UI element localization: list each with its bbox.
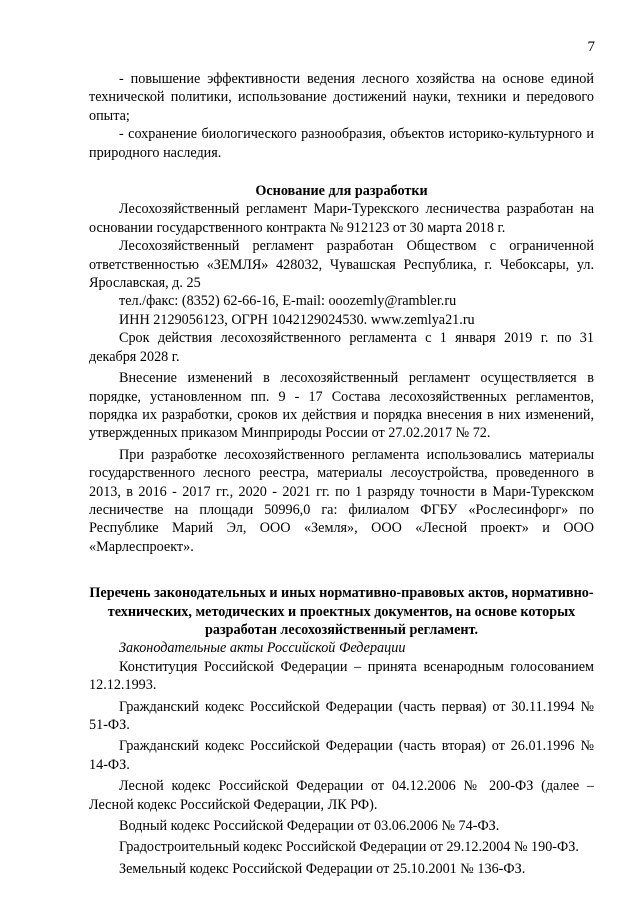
act-constitution: Конституция Российской Федерации – принята всенародным голосованием 12.12.1993.	[89, 658, 594, 694]
basis-paragraph-contract: Лесохозяйственный регламент Мари-Турекского лесничества разработан на основании государственного контракта № 912123 от 30 марта 2018 г.	[89, 201, 594, 236]
basis-heading: Основание для разработки	[255, 183, 428, 200]
act-forest-code: Лесной кодекс Российской Федерации от 04.12.2006 № 200-ФЗ (далее – Лесной кодекс Российской Федерации, ЛК РФ).	[89, 778, 594, 813]
list-item	[89, 70, 594, 125]
basis-paragraph-materials: При разработке лесохозяйственного регламента использовались материалы государственного лесного реестра, материалы лесоустройства, проведенного в 2013, в 2016 - 2017 гг., 2020 - 2021 гг. по 1 разряду точности в Мари-Турекском лесничестве на площади 50996,0 га: филиалом ФГБУ «Рослесинфорг» по Республике Марий Эл, ООО «Земля», ООО «Лесной проект» и ООО «Марлеспроект».	[89, 446, 594, 555]
intro-item-biodiversity: - сохранение биологического разнообразия, объектов историко-культурного и природного наследия.	[89, 126, 594, 161]
acts-heading: Перечень законодательных и иных нормативно-правовых актов, нормативно-технических, методических и проектных документов, на основе которых разработан лесохозяйственный регламент.	[89, 585, 594, 638]
basis-paragraph-developer: Лесохозяйственный регламент разработан Обществом с ограниченной ответственностью «ЗЕМЛЯ» 428032, Чувашская Республика, г. Чебоксары, ул. Ярославская, д. 25	[89, 238, 594, 292]
basis-inn-line: ИНН 2129056123, ОГРН 1042129024530. www.zemlya21.ru	[119, 311, 475, 328]
act-urban-planning-code: Градостроительный кодекс Российской Федерации от 29.12.2004 № 190-ФЗ.	[119, 839, 579, 856]
act-land-code: Земельный кодекс Российской Федерации от 25.10.2001 № 136-ФЗ.	[119, 860, 526, 877]
acts-subheading: Законодательные акты Российской Федерации	[119, 640, 406, 657]
act-civil-code-part2: Гражданский кодекс Российской Федерации (часть вторая) от 26.01.1996 № 14-ФЗ.	[89, 738, 594, 773]
intro-list	[89, 70, 594, 162]
act-water-code: Водный кодекс Российской Федерации от 03.06.2006 № 74-ФЗ.	[119, 818, 500, 835]
basis-section	[89, 182, 594, 556]
basis-paragraph-amendments: Внесение изменений в лесохозяйственный регламент осуществляется в порядке, установленном пп. 9 - 17 Состава лесохозяйственных регламентов, порядка их разработки, сроков их действия и порядка внесения в них изменений, утвержденных приказом Минприроды России от 27.02.2017 № 72.	[89, 370, 594, 442]
basis-paragraph-validity: Срок действия лесохозяйственного регламента с 1 января 2019 г. по 31 декабря 2028 г.	[89, 330, 594, 365]
basis-phone-line: тел./факс: (8352) 62-66-16, E-mail: ooozemly@rambler.ru	[119, 293, 457, 310]
act-civil-code-part1: Гражданский кодекс Российской Федерации (часть первая) от 30.11.1994 № 51-ФЗ.	[89, 698, 594, 733]
acts-section	[89, 584, 594, 878]
page-content	[89, 70, 594, 878]
list-item	[89, 125, 594, 162]
intro-item-efficiency: - повышение эффективности ведения лесного хозяйства на основе единой технической политики, использование достижений науки, техники и передового опыта;	[89, 71, 594, 124]
page-number: 7	[587, 39, 595, 55]
